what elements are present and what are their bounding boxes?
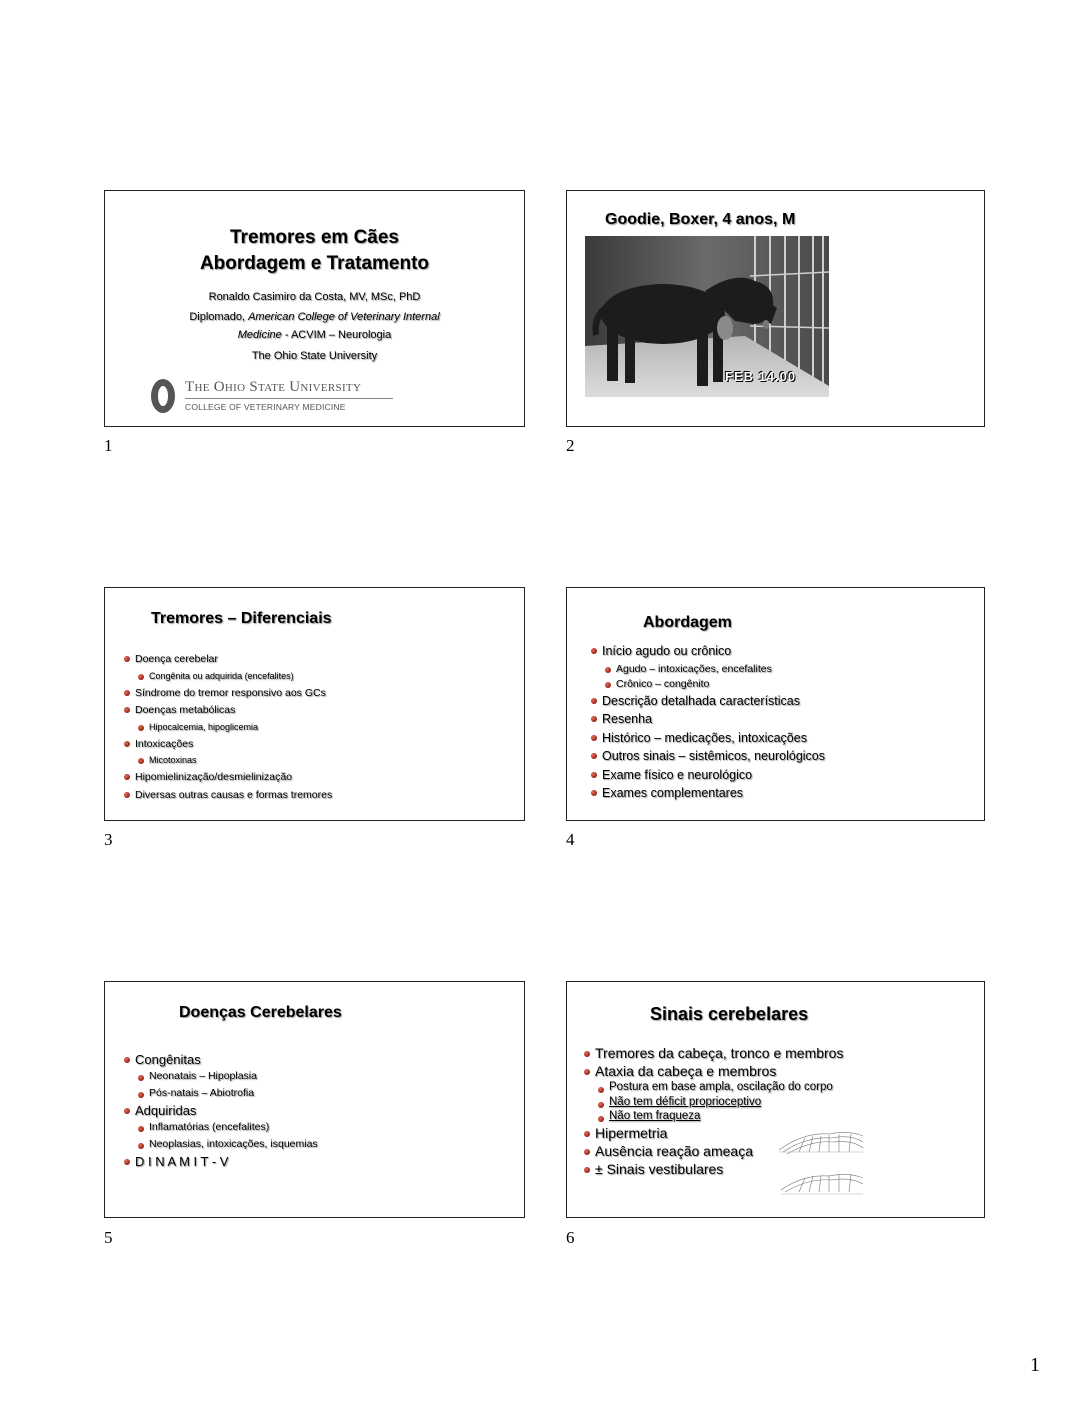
slide-6-number: 6 (566, 1228, 575, 1247)
slide-3-title: Tremores – Diferenciais (151, 610, 332, 627)
list-item: Diversas outras causas e formas tremores (135, 788, 333, 801)
diplomate-prefix: Diplomado, (189, 311, 249, 323)
list-item: Resenha (602, 713, 825, 726)
list-item: Postura em base ampla, oscilação do corpo (609, 1082, 843, 1094)
slide-4-title: Abordagem (643, 614, 732, 631)
slide-3-number: 3 (104, 830, 113, 849)
slide-1-author: Ronaldo Casimiro da Costa, MV, MSc, PhD (208, 291, 421, 303)
list-item: Início agudo ou crônico (602, 645, 825, 658)
list-item: Neoplasias, intoxicações, isquemias (149, 1137, 318, 1150)
slide-2 (566, 190, 985, 427)
dog-tongue (763, 320, 769, 329)
gait-diagram-figure (759, 1122, 869, 1202)
list-item: Outros sinais – sistêmicos, neurológicos (602, 749, 826, 763)
slide-5 (104, 981, 525, 1218)
slide-2-number: 2 (566, 436, 575, 455)
slide-5-title: Doenças Cerebelares (179, 1004, 342, 1021)
gait-diagram-top (779, 1132, 863, 1154)
slide-1-title-line1: Tremores em Cães (230, 227, 399, 248)
list-item: Doença cerebelar (135, 654, 332, 665)
list-item: Neonatais – Hipoplasia (149, 1071, 318, 1082)
slide-1 (104, 190, 525, 427)
slide-5-list (135, 1053, 318, 1173)
list-item: Síndrome do tremor responsivo aos GCs (135, 688, 332, 699)
slide-1-university: The Ohio State University (251, 350, 378, 362)
video-timestamp: FEB 14.00 (725, 369, 797, 384)
diplomate-suffix: - ACVIM – Neurologia (281, 329, 392, 341)
list-item: Doenças metabólicas (135, 705, 332, 716)
list-item: Inflamatórias (encefalites) (149, 1122, 318, 1133)
slide-1-number: 1 (104, 436, 113, 455)
list-item: Intoxicações (135, 739, 332, 750)
slide-5-number: 5 (104, 1228, 113, 1247)
slide-4 (566, 587, 985, 821)
list-item: ± Sinais vestibulares (595, 1162, 843, 1176)
list-item: Tremores da cabeça, tronco e membros (595, 1045, 844, 1061)
list-item: Congênita ou adquirida (encefalites) (149, 672, 332, 681)
list-item: Hipermetria (595, 1126, 843, 1140)
list-item: Exame físico e neurológico (602, 769, 825, 782)
slide-3 (104, 587, 525, 821)
diplomate-college: American College of Veterinary Internal (248, 311, 440, 323)
list-item: Não tem fraqueza (609, 1111, 843, 1123)
osu-logo-rule (185, 398, 393, 399)
osu-block-o-icon (151, 379, 175, 413)
slide-1-diplomate (105, 311, 524, 323)
list-item: Adquiridas (135, 1104, 318, 1117)
list-item: Descrição detalhada características (602, 695, 825, 708)
video-frame[interactable] (585, 236, 829, 397)
slide-1-diplomate-line2 (105, 329, 524, 341)
slide-3-list (135, 654, 332, 807)
list-item: Ausência reação ameaça (595, 1144, 843, 1158)
list-item: Crônico – congênito (616, 679, 825, 690)
slide-4-number: 4 (566, 830, 575, 849)
list-item: Histórico – medicações, intoxicações (602, 732, 825, 745)
list-item: Hipomielinização/desmielinização (135, 772, 332, 783)
list-item: Exames complementares (602, 787, 825, 800)
slide-4-list (602, 645, 825, 806)
osu-logo (151, 377, 401, 417)
list-item: D I N A M I T - V (135, 1155, 318, 1168)
osu-logo-name: The Ohio State University (185, 379, 362, 395)
gait-diagram-bottom (781, 1174, 863, 1194)
list-item: Pós-natais – Abiotrofia (149, 1088, 318, 1099)
list-item: Congênitas (135, 1053, 318, 1066)
list-item: Hipocalcemia, hipoglicemia (149, 723, 332, 732)
osu-logo-college: COLLEGE OF VETERINARY MEDICINE (185, 402, 346, 412)
list-item: Não tem déficit proprioceptivo (609, 1097, 843, 1109)
slide-6 (566, 981, 985, 1218)
slide-6-title: Sinais cerebelares (650, 1004, 809, 1024)
page-number: 1 (1030, 1354, 1040, 1376)
diplomate-college-2: Medicine (237, 329, 282, 341)
list-item: Ataxia da cabeça e membros (595, 1064, 843, 1078)
dog-chest-marking (717, 316, 733, 340)
slide-1-title-line2: Abordagem e Tratamento (199, 253, 430, 274)
list-item: Agudo – intoxicações, encefalites (616, 664, 825, 675)
slide-2-title: Goodie, Boxer, 4 anos, M (605, 211, 796, 228)
list-item: Micotoxinas (149, 756, 332, 765)
